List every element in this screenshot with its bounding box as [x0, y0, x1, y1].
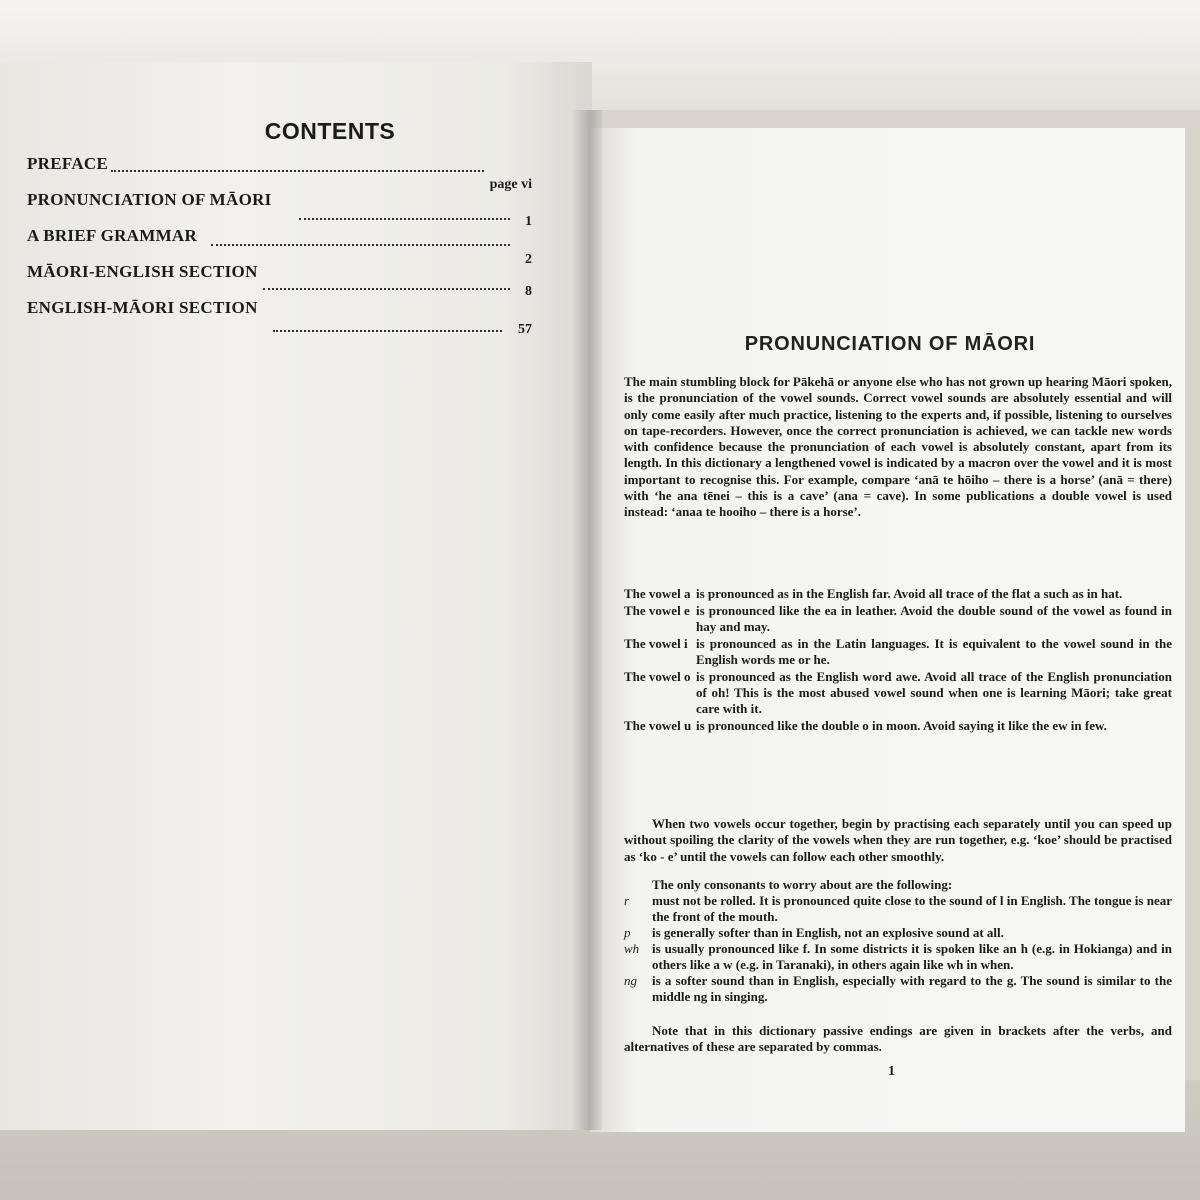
vowel-description: is pronounced as in the English far. Avoid all trace of the flat a such as in hat. [696, 586, 1123, 601]
toc-leader-dots [111, 158, 484, 172]
vowel-entry [624, 669, 1172, 717]
consonant-description: must not be rolled. It is pronounced quite close to the sound of l in English. The tongue is near the front of the mouth. [652, 893, 1172, 924]
consonant-description: is usually pronounced like f. In some districts it is spoken like an h (e.g. in Hokianga) and in others like a w (e.g. in Taranaki), in others again like wh in when. [652, 941, 1172, 972]
consonant-key: p [624, 925, 631, 940]
vowel-entry [624, 603, 1172, 635]
vowel-entry [624, 636, 1172, 668]
vowel-label: The vowel o [624, 669, 691, 684]
consonant-entry [624, 925, 1172, 941]
section-title: PRONUNCIATION OF MĀORI [744, 333, 1036, 355]
toc-entry-pronunciation[interactable] [27, 186, 532, 229]
toc-entry-maori-english[interactable] [27, 258, 532, 299]
vowel-description: is pronounced as the English word awe. Avoid all trace of the English pronunciation of oh! This is the most abused vowel sound when one is learning Māori; take great care with it. [696, 669, 1172, 716]
toc-entry-page: 8 [525, 284, 532, 299]
page-number: 1 [888, 1064, 895, 1079]
vowel-list [624, 586, 1172, 735]
consonant-list [624, 893, 1172, 1005]
two-vowels-paragraph: When two vowels occur together, begin by practising each separately until you can speed up without spoiling the clarity of the vowels when they are run together, e.g. ‘koe’ should be practised as ‘ko - e’ until the vowels can follow each other smoothly. [624, 816, 1172, 864]
consonant-entry [624, 941, 1172, 973]
vowel-label: The vowel i [624, 636, 688, 651]
contents-title: CONTENTS [264, 118, 396, 144]
toc-entry-label: PRONUNCIATION OF MĀORI [27, 190, 272, 209]
book-spine-shadow [572, 110, 602, 1130]
consonant-entry [624, 893, 1172, 925]
vowel-description: is pronounced as in the Latin languages. It is equivalent to the vowel sound in the English words me or he. [696, 636, 1172, 667]
toc-entry-english-maori[interactable] [27, 294, 532, 337]
consonant-entry [624, 973, 1172, 1005]
vowel-description: is pronounced like the ea in leather. Avoid the double sound of the vowel as found in hay and may. [696, 603, 1172, 634]
toc-leader-dots [263, 276, 510, 290]
vowel-label: The vowel e [624, 603, 690, 618]
toc-entry-label: PREFACE [27, 154, 109, 173]
toc-entry-page: page vi [489, 177, 532, 192]
consonant-description: is generally softer than in English, not an explosive sound at all. [652, 925, 1004, 940]
note-paragraph: Note that in this dictionary passive endings are given in brackets after the verbs, and alternatives of these are separated by commas. [624, 1023, 1172, 1055]
consonants-intro: The only consonants to worry about are the following: [652, 877, 953, 892]
toc-entry-label: A BRIEF GRAMMAR [27, 226, 198, 245]
toc-entry-label: MĀORI-ENGLISH SECTION [27, 262, 258, 281]
toc-leader-dots [299, 206, 510, 220]
vowel-label: The vowel a [624, 586, 691, 601]
consonant-description: is a softer sound than in English, especially with regard to the g. The sound is similar to the middle ng in singing. [652, 973, 1172, 1004]
vowel-entry [624, 718, 1172, 734]
vowel-label: The vowel u [624, 718, 692, 733]
consonant-key: r [624, 893, 630, 908]
consonant-key: ng [624, 973, 637, 988]
table-of-contents [27, 150, 532, 337]
toc-entry-page: 2 [525, 252, 532, 267]
toc-entry-label: ENGLISH-MĀORI SECTION [27, 298, 258, 317]
toc-leader-dots [273, 318, 502, 332]
toc-entry-grammar[interactable] [27, 222, 532, 267]
toc-entry-preface[interactable] [27, 150, 532, 192]
vowel-entry [624, 586, 1172, 602]
toc-entry-page: 57 [518, 322, 532, 337]
intro-paragraph: The main stumbling block for Pākehā or anyone else who has not grown up hearing Māori spoken, is the pronunciation of the vowel sounds. Correct vowel sounds are absolutely essential and will only come easily after much practice, listening to the experts and, if possible, listening to ourselves on tape-recorders. However, once the correct pronunciation is achieved, we can tackle new words with confidence because the pronunciation of each vowel is absolutely constant, apart from its length. In this dictionary a lengthened vowel is indicated by a macron over the vowel and it is most important to recognise this. For example, compare ‘anā te hōiho – there is a horse’ (anā = there) with ‘he ana tēnei – this is a cave’ (ana = cave). In some publications a double vowel is used instead: ‘anaa te hooiho – there is a horse’. [624, 374, 1172, 520]
toc-entry-page: 1 [525, 214, 532, 229]
consonant-key: wh [624, 941, 640, 956]
vowel-description: is pronounced like the double o in moon. Avoid saying it like the ew in few. [696, 718, 1107, 733]
toc-leader-dots [211, 232, 510, 246]
